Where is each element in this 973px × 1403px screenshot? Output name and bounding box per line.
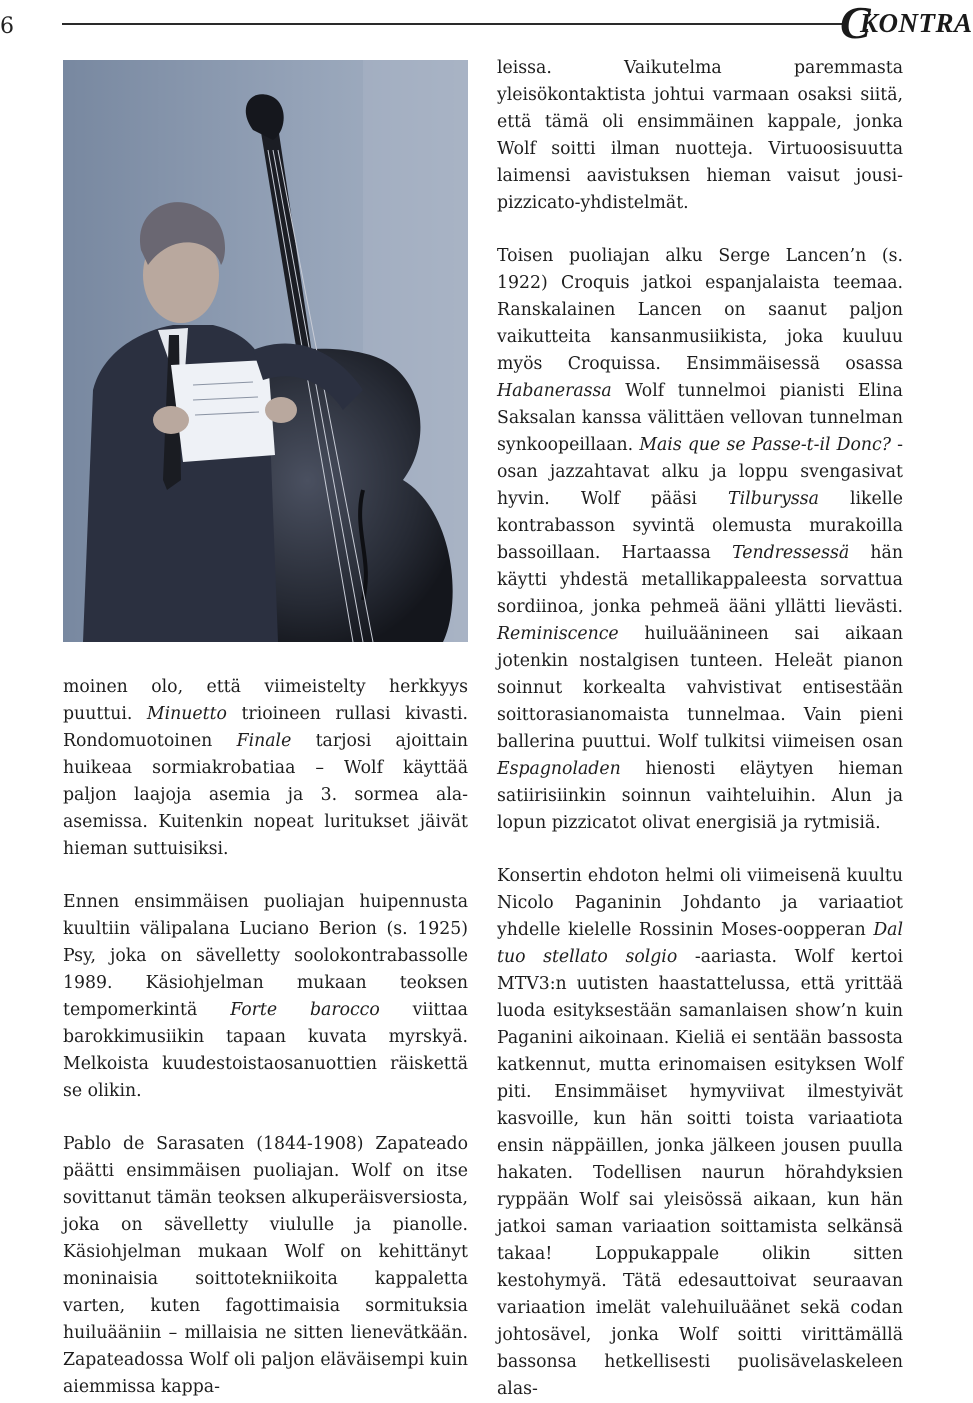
italic-title: Finale [236,731,292,751]
article-column-left [63,674,468,1401]
text-run: Toisen puoliajan alku Serge Lancen’n (s. 1922) Croquis jatkoi espanjalaista teemaa. Ranskalainen Lancen on saanut paljon vaikutteita kansanmusiikista, joka kuuluu myös Croquissa. Ensimmäisessä osassa [497,246,903,374]
text-run: huiluäänineen sai aikaan jotenkin nostalgisen tunteen. Heleät pianon soinnut korkealta vahvistivat entisestään soittorasianomaista tunnelmaa. Vain pieni ballerina puuttui. Wolf tulkitsi viimeisen osan [497,624,903,752]
text-run: hienosti eläytyen hieman satiirisiinkin soinnun vaihteluihin. Alun ja lopun pizzicatot olivat energisiä ja rytmisiä. [497,759,903,833]
article-paragraph [63,674,468,863]
italic-title: Espagnoladen [497,759,621,779]
article-column-right [497,55,903,1403]
italic-title: Tilburyssa [728,489,819,509]
photo-illustration [63,60,468,642]
article-paragraph [497,55,903,217]
article-paragraph [497,863,903,1403]
text-run: -aariasta. Wolf kertoi MTV3:n uutisten haastattelussa, että yrittää luoda esityksestään samanlaisen show’n kuin Paganini aikoinaan. Kieliä ei sentään bassosta katkennut, mutta erinomaisen esityksen Wolf piti. Ensimmäiset hymyviivat ilmestyivät kasvoille, kun hän soitti toista variaatiota ensin näppäillen, jonka jälkeen jousen puulla hakaten. Todellisen naurun hörahdyksien ryppään Wolf sai yleisössä aikaan, kun hän jatkoi saman variaation soittamista selkänsä takaa! Loppukappale olikin sitten kestohymyä. Tätä edesauttoivat seuraavan variaation imelät valehuiluäänet sekä codan johtosävel, jonka Wolf soitti virittämällä bassonsa hetkellisesti puolisävelaskeleen alas- [497,947,903,1399]
text-run: Pablo de Sarasaten (1844-1908) Zapateado päätti ensimmäisen puoliajan. Wolf on itse sovittanut tämän teoksen alkuperäisversiosta, joka on sävelletty viululle ja pianolle. Käsiohjelman mukaan Wolf on kehittänyt moninaisia soittotekniikoita kappaletta varten, kuten fagottimaisia sormituksia huiluääniin – millaisia ne sitten lienevätkään. Zapateadossa Wolf oli paljon eläväisempi kuin aiemmissa kappa- [63,1134,468,1397]
italic-title: Mais que se Passe-t-il Donc? [639,435,891,455]
text-run: leissa. Vaikutelma paremmasta yleisökontaktista johtui varmaan osaksi siitä, että tämä oli ensimmäinen kappale, jonka Wolf soitti ilman nuotteja. Virtuoosisuutta laimensi aavistuksen hieman vaisut jousi-pizzicato-yhdistelmät. [497,58,903,213]
text-run: Konsertin ehdoton helmi oli viimeisenä kuultu Nicolo Paganinin Johdanto ja variaatiot yhdelle kielelle Rossinin Moses-oopperan [497,866,903,940]
text-run: moinen olo, että viimeistelty herkkyys puuttui. [63,677,468,724]
text-run: trioineen rullasi kivasti. Rondomuotoinen [63,704,468,751]
page-number: 6 [0,14,14,39]
italic-title: Reminiscence [497,624,619,644]
text-run: hän käytti yhdestä metallikappaleesta sorvattua sordiinoa, jonka pehmeä ääni yllätti lievästi. [497,543,903,617]
text-run: tarjosi ajoittain huikeaa sormiakrobatiaa – Wolf käyttää paljon laajoja asemia ja 3. sormea ala-asemissa. Kuitenkin nopeat luritukset jäivät hieman suttuisiksi. [63,731,468,859]
italic-title: Dal tuo stellato solgio [497,920,903,967]
text-run: -osan jazzahtavat alku ja loppu svengasivat hyvin. Wolf pääsi [497,435,903,509]
header-rule [62,23,842,25]
logo-letter: C [840,0,871,48]
text-run: Wolf tunnelmoi pianisti Elina Saksalan kanssa välittäen vellovan tunnelman synkoopeillaan. [497,381,903,455]
italic-title: Habanerassa [497,381,612,401]
text-run: Ennen ensimmäisen puoliajan huipennusta kuultiin välipalana Luciano Berion (s. 1925) Psy, joka on sävelletty soolokontrabassolle 1989. Käsiohjelman mukaan teoksen tempomerkintä [63,892,468,1020]
text-run: viittaa barokkimusiikin tapaan kuvata myrskyä. Melkoista kuudestoistaosanuottien räiskettä se olikin. [63,1000,468,1101]
logo-wordmark: KONTRA [860,8,973,38]
magazine-logo [838,0,973,48]
article-paragraph [63,1131,468,1401]
article-paragraph [63,889,468,1105]
italic-title: Minuetto [146,704,227,724]
text-run: likelle kontrabasson syvintä olemusta murakoilla bassoillaan. Hartaassa [497,489,904,563]
article-paragraph [497,243,903,837]
italic-title: Tendressessä [732,543,850,563]
italic-title: Forte barocco [230,1000,380,1020]
photo-double-bass-player [63,60,468,642]
